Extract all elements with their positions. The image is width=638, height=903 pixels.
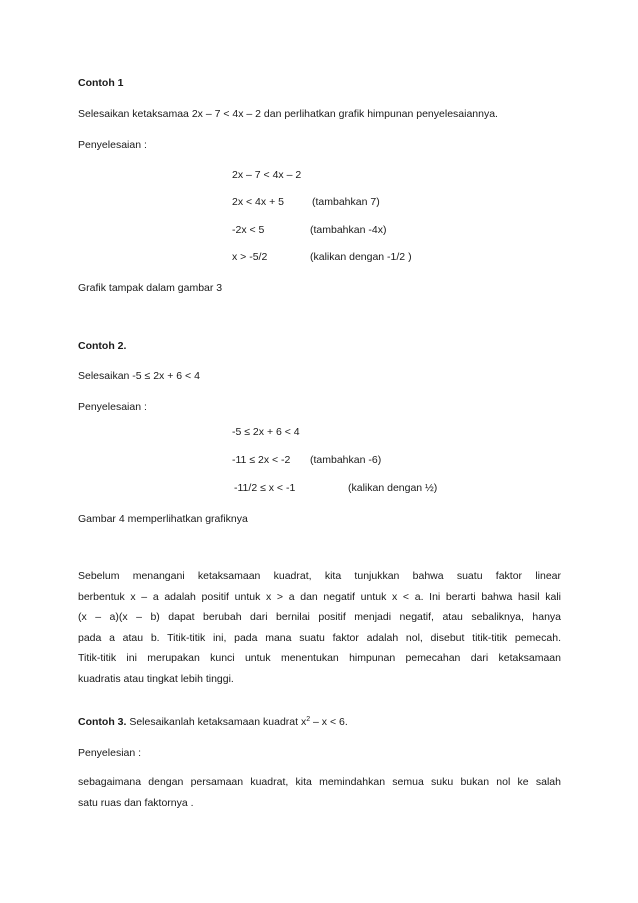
contoh3-problem-suffix: – x < 6. bbox=[310, 716, 348, 728]
contoh3-text-line: satu ruas dan faktornya . bbox=[78, 796, 194, 809]
contoh1-title: Contoh 1 bbox=[78, 77, 124, 89]
contoh2-step-3-note: (kalikan dengan ½) bbox=[348, 482, 438, 494]
paragraph-line: Sebelum menangani ketaksamaan kuadrat, kita tunjukkan bahwa suatu faktor linear bbox=[78, 570, 561, 582]
contoh1-closing: Grafik tampak dalam gambar 3 bbox=[78, 282, 223, 294]
body-paragraph bbox=[78, 566, 561, 689]
contoh1-solution-label: Penyelesaian : bbox=[78, 139, 147, 151]
contoh2-step-2: -11 ≤ 2x < -2 bbox=[232, 454, 291, 466]
contoh1-step-3: -2x < 5 bbox=[232, 224, 265, 236]
contoh2-solution-label: Penyelesaian : bbox=[78, 401, 147, 413]
contoh1-step-3-note: (tambahkan -4x) bbox=[310, 224, 387, 236]
contoh1-step-4: x > -5/2 bbox=[232, 251, 268, 263]
contoh3-text bbox=[78, 772, 561, 813]
contoh2-step-2-note: (tambahkan -6) bbox=[310, 454, 382, 466]
contoh2-title: Contoh 2. bbox=[78, 340, 127, 352]
paragraph-line: berbentuk x – a adalah positif untuk x > a dan negatif untuk x < a. Ini berarti bahwa hasil kali bbox=[78, 590, 561, 603]
contoh3-solution-label: Penyelesian : bbox=[78, 747, 142, 759]
contoh2-problem: Selesaikan -5 ≤ 2x + 6 < 4 bbox=[78, 370, 200, 382]
contoh2-step-1: -5 ≤ 2x + 6 < 4 bbox=[232, 426, 300, 438]
contoh3-title: Contoh 3. bbox=[78, 716, 127, 728]
contoh1-step-2-note: (tambahkan 7) bbox=[312, 196, 380, 208]
paragraph-line: (x – a)(x – b) dapat berubah dari bernilai positif menjadi negatif, atau sebaliknya, hanya bbox=[78, 611, 561, 623]
contoh3-problem-prefix: Selesaikanlah ketaksamaan kuadrat x bbox=[129, 716, 307, 728]
contoh1-step-1: 2x – 7 < 4x – 2 bbox=[232, 169, 302, 181]
paragraph-line: Titik-titik ini merupakan kunci untuk menentukan himpunan pemecahan dari ketaksamaan bbox=[78, 652, 561, 664]
contoh2-step-3: -11/2 ≤ x < -1 bbox=[234, 482, 296, 494]
contoh2-closing: Gambar 4 memperlihatkan grafiknya bbox=[78, 513, 248, 525]
contoh3-problem-exponent: 2 bbox=[306, 716, 311, 723]
paragraph-line: pada a atau b. Titik-titik ini, pada mana suatu faktor adalah nol, disebut titik-titik pemecah. bbox=[78, 631, 561, 644]
contoh1-problem: Selesaikan ketaksamaa 2x – 7 < 4x – 2 dan perlihatkan grafik himpunan penyelesaiannya. bbox=[78, 108, 498, 120]
contoh1-step-4-note: (kalikan dengan -1/2 ) bbox=[310, 251, 412, 263]
contoh1-step-2: 2x < 4x + 5 bbox=[232, 196, 284, 208]
contoh3-text-line: sebagaimana dengan persamaan kuadrat, kita memindahkan semua suku bukan nol ke salah bbox=[78, 776, 561, 788]
paragraph-line: kuadratis atau tingkat lebih tinggi. bbox=[78, 672, 234, 685]
contoh3-heading bbox=[78, 715, 348, 729]
